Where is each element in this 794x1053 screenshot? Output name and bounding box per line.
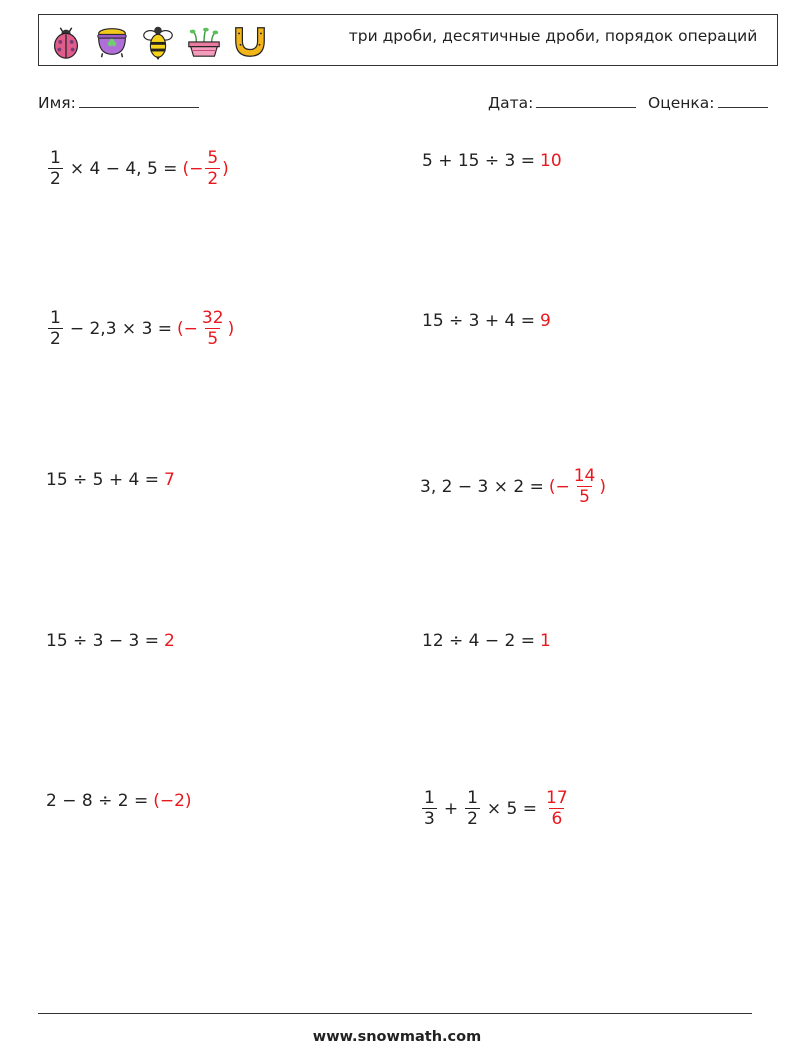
expression: 3, 2 − 3 × 2 = <box>420 476 544 497</box>
operator: + <box>443 798 459 819</box>
expression: 15 ÷ 5 + 4 = <box>46 470 160 490</box>
expression: 15 ÷ 3 + 4 = <box>422 311 536 331</box>
fraction: $\frac{1}{2}$ <box>50 148 61 189</box>
answer: (−2) <box>153 791 192 811</box>
expression: × 5 = <box>486 798 538 819</box>
answer: 2 <box>164 631 175 651</box>
answer: 9 <box>540 311 551 331</box>
problem-6 <box>420 466 606 507</box>
problem-4 <box>422 311 551 331</box>
bee-icon <box>139 22 177 60</box>
fraction: $\frac{1}{2}$ <box>50 308 61 349</box>
answer: 7 <box>164 470 175 490</box>
problem-5 <box>46 470 175 490</box>
date-field[interactable] <box>488 93 636 112</box>
answer: 1 <box>540 631 551 651</box>
fraction: $\frac{1}{2}$ <box>467 788 478 829</box>
problem-3 <box>46 308 234 349</box>
expression: − 2,3 × 3 = <box>69 318 173 339</box>
date-label: Дата: <box>488 94 534 112</box>
footer-site[interactable]: www.snowmath.com <box>312 1029 482 1045</box>
header-icons <box>47 22 269 62</box>
expression: 15 ÷ 3 − 3 = <box>46 631 160 651</box>
expression: 2 − 8 ÷ 2 = <box>46 791 149 811</box>
answer: 10 <box>540 151 562 171</box>
problem-1 <box>46 148 229 189</box>
answer: $\frac{17}{6}$ <box>546 788 568 829</box>
footer-divider <box>38 1013 752 1014</box>
date-blank[interactable] <box>536 93 636 108</box>
grade-label: Оценка: <box>648 94 715 112</box>
name-label: Имя: <box>38 94 76 112</box>
problem-8 <box>422 631 551 651</box>
grade-blank[interactable] <box>718 93 768 108</box>
fraction: $\frac{1}{3}$ <box>424 788 435 829</box>
expression: × 4 − 4, 5 = <box>69 158 178 179</box>
name-field[interactable] <box>38 93 199 112</box>
ladybug-icon <box>47 22 85 60</box>
answer: (− $\frac{5}{2}$ ) <box>182 148 229 189</box>
expression: 5 + 15 ÷ 3 = <box>422 151 536 171</box>
problem-7 <box>46 631 175 651</box>
horseshoe-icon <box>231 22 269 60</box>
expression: 12 ÷ 4 − 2 = <box>422 631 536 651</box>
problem-10 <box>420 788 572 829</box>
grade-field[interactable] <box>648 93 768 112</box>
worksheet-header <box>38 14 778 66</box>
sprout-pot-icon <box>185 22 223 60</box>
answer: (− $\frac{14}{5}$ ) <box>548 466 606 507</box>
answer: (− $\frac{32}{5}$ ) <box>177 308 235 349</box>
worksheet-title: три дроби, десятичные дроби, порядок операций <box>348 27 758 45</box>
name-blank[interactable] <box>79 93 199 108</box>
problem-2 <box>422 151 562 171</box>
pot-of-gold-icon <box>93 22 131 60</box>
problem-9 <box>46 791 192 811</box>
